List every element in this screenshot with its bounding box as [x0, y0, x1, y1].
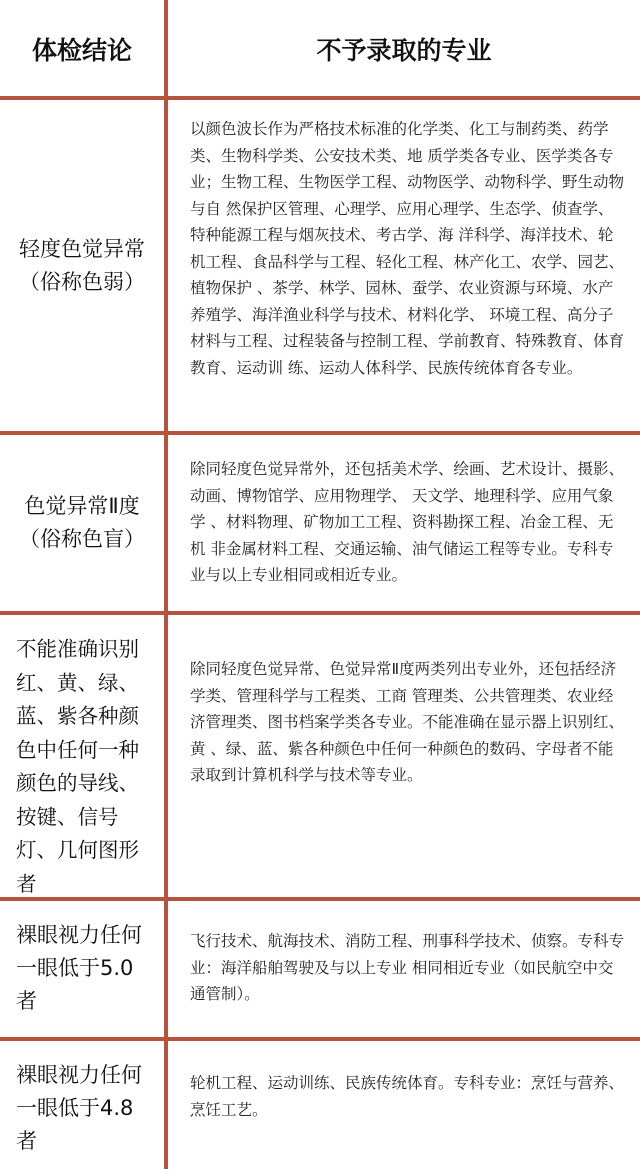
row-majors: 轮机工程、运动训练、民族传统体育。专科专业：烹饪与营养、烹饪工艺。 — [190, 1074, 625, 1119]
row-conclusion: 裸眼视力任何一眼低于4.8者 — [16, 1063, 142, 1153]
row-conclusion: 色觉异常Ⅱ度（俗称色盲） — [19, 494, 145, 551]
column-header-conclusion: 体检结论 — [31, 36, 132, 65]
row-majors: 除同轻度色觉异常外，还包括美术学、绘画、艺术设计、摄影、动画、博物馆学、应用物理学、 天文学、地理科学、应用气象学 、材料物理、矿物加工工程、资料勘探工程、冶金工程、无机 非金属材料工程、交通运输、油气储运工程等专业。专科专业与以上专业相同或相近专业。 — [190, 460, 625, 584]
row-majors: 飞行技术、航海技术、消防工程、刑事科学技术、侦察。专科专业：海洋船舶驾驶及与以上专业 相同相近专业（如民航空中交通管制）。 — [190, 932, 625, 1003]
column-divider — [164, 0, 168, 1169]
row-conclusion: 裸眼视力任何一眼低于5.0者 — [16, 923, 142, 1013]
column-header-majors: 不予录取的专业 — [316, 36, 492, 65]
row-majors: 以颜色波长作为严格技术标准的化学类、化工与制药类、药学类、生物科学类、公安技术类、地 质学类各专业、医学类各专业；生物工程、生物医学工程、动物医学、动物科学、野生动物与自 然保护区管理、心理学、应用心理学、生态学、侦查学、特种能源工程与烟灰技术、考古学、海 洋科学、海洋技术、轮机工程、食品科学与工程、轻化工程、林产化工、农学、园艺、植物保护 、茶学、林学、园林、蚕学、农业资源与环境、水产养殖学、海洋渔业科学与技术、材料化学、 环境工程、高分子材料与工程、过程装备与控制工程、学前教育、特殊教育、体育教育、运动训 练、运动人体科学、民族传统体育各专业。 — [190, 120, 625, 377]
row-conclusion: 不能准确识别红、黄、绿、蓝、紫各种颜色中任何一种颜色的导线、按键、信号灯、几何图形者 — [16, 637, 139, 896]
row-majors: 除同轻度色觉异常、色觉异常Ⅱ度两类列出专业外，还包括经济学类、管理科学与工程类、工商 管理类、公共管理类、农业经济管理类、图书档案学类各专业。不能准确在显示器上识别红、黄 、绿、蓝、紫各种颜色中任何一种颜色的数码、字母者不能录取到计算机科学与技术等专业。 — [190, 660, 625, 784]
row-conclusion: 轻度色觉异常（俗称色弱） — [19, 236, 145, 294]
